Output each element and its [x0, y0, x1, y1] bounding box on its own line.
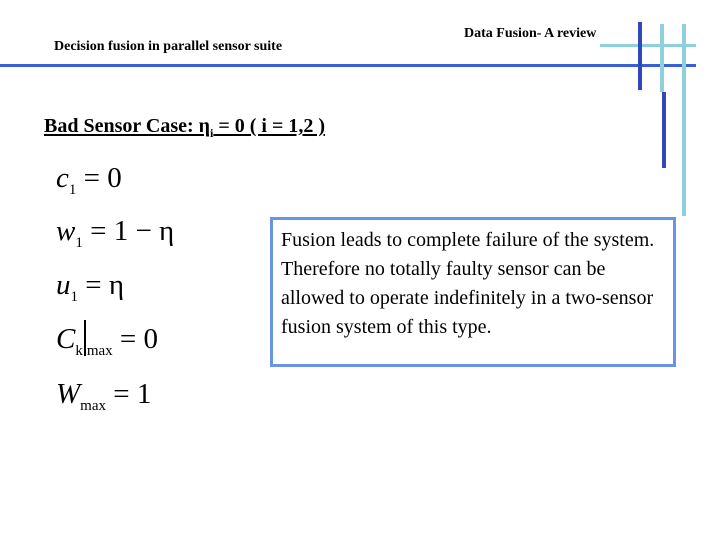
callout-line-2: Therefore no totally faulty sensor can be allowed to operate indefinitely in a two-sensor fusion system of this type. — [281, 258, 654, 338]
eq-subscript: k — [75, 342, 83, 359]
eq-rhs: = 0 — [119, 323, 159, 355]
eq-variable: W — [56, 378, 81, 410]
equation-u1 — [56, 271, 124, 305]
eq-rhs: = 1 − η — [90, 215, 175, 247]
eq-rhs: = η — [85, 269, 125, 301]
eq-variable: c — [56, 162, 69, 194]
eq-rhs: = 0 — [83, 162, 122, 194]
heading-prefix: Bad Sensor Case: η — [44, 115, 211, 137]
eval-bar — [84, 320, 86, 356]
eq-bar-subscript: max — [86, 342, 113, 359]
eq-variable: u — [56, 269, 71, 301]
heading-subscript: i — [210, 126, 214, 140]
decor-vline-teal-long — [682, 24, 686, 216]
equation-c1 — [56, 164, 122, 198]
conclusion-callout — [270, 217, 676, 367]
eq-subscript: 1 — [68, 181, 77, 198]
slide-heading — [44, 115, 325, 141]
heading-suffix: = 0 ( i = 1,2 ) — [213, 115, 326, 137]
equation-ck-max — [56, 320, 158, 359]
decor-vline-dark — [638, 22, 642, 90]
eq-subscript: 1 — [75, 234, 83, 251]
decor-vline-teal — [660, 24, 664, 92]
eq-subscript: max — [80, 397, 106, 414]
eq-rhs: = 1 — [113, 378, 152, 410]
header-divider — [0, 64, 696, 67]
equation-w1 — [56, 217, 174, 251]
callout-line-1: Fusion leads to complete failure of the system. — [281, 229, 655, 251]
equation-wmax — [56, 380, 151, 414]
slide-subtitle: Decision fusion in parallel sensor suite — [54, 39, 283, 54]
eq-subscript: 1 — [70, 288, 78, 305]
decor-vline-dark-lower — [662, 92, 666, 168]
eq-variable: w — [56, 215, 76, 247]
eq-variable: C — [56, 323, 76, 355]
series-title: Data Fusion- A review — [464, 26, 597, 41]
